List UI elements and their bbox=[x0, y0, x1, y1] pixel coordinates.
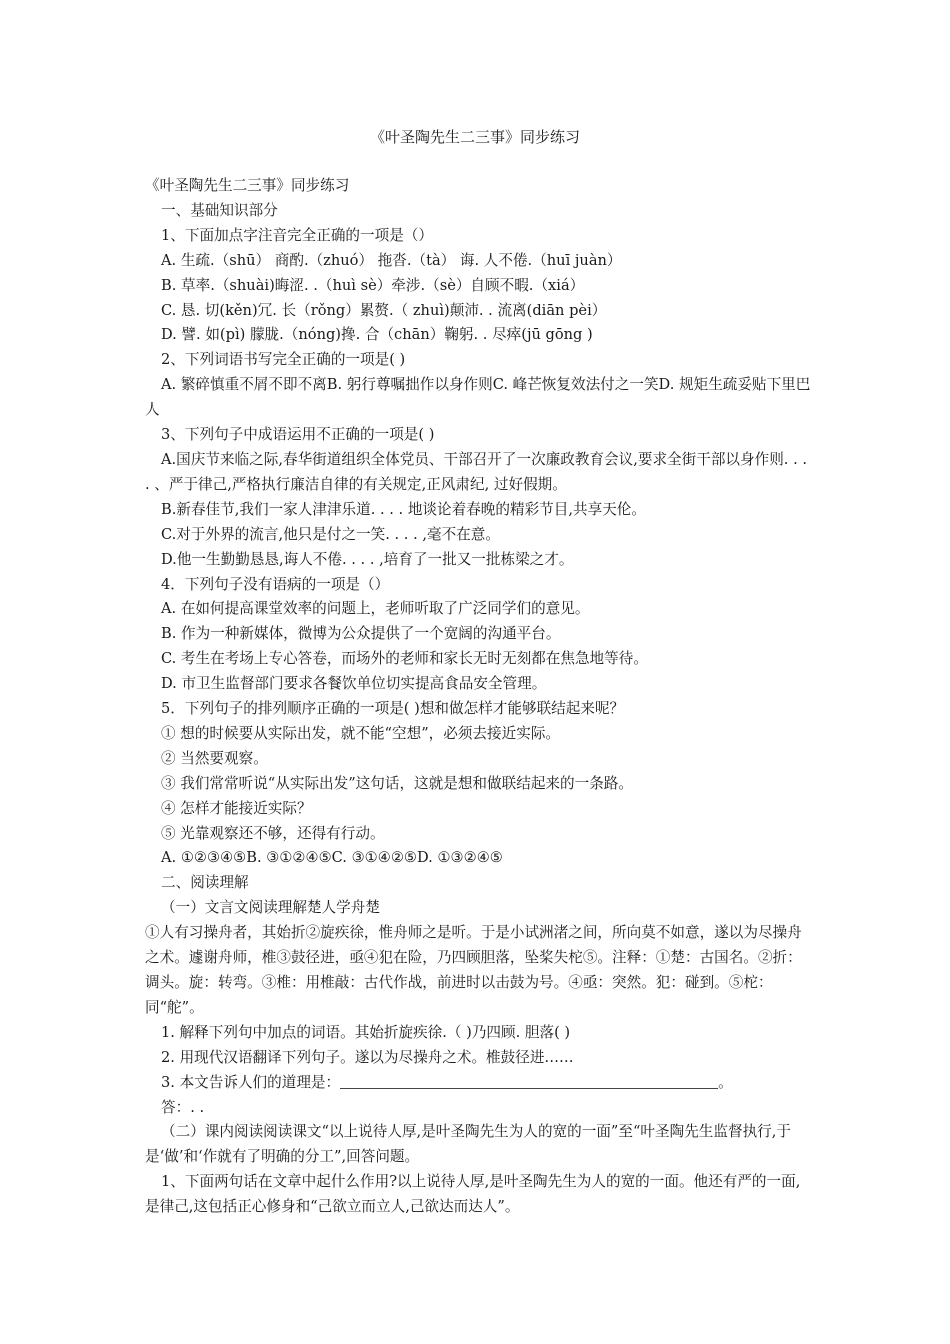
section-basics-heading: 一、基础知识部分 bbox=[161, 201, 278, 219]
reading-question-3-suffix: 。 bbox=[718, 1073, 733, 1091]
section-reading-heading: 二、阅读理解 bbox=[161, 874, 249, 892]
question-5-sentence-3: ③ 我们常常听说“从实际出发”这句话，这就是想和做联结起来的一条路。 bbox=[161, 774, 633, 792]
question-3-option-c: C.对于外界的流言,他只是付之一笑. . . . ,毫不在意。 bbox=[161, 525, 500, 543]
question-3-option-d: D.他一生勤勤恳恳,诲人不倦. . . . ,培育了一批又一批栋梁之才。 bbox=[161, 550, 574, 568]
question-5-sentence-4: ④ 怎样才能接近实际？ bbox=[161, 799, 312, 817]
question-3-option-b: B.新春佳节,我们一家人津津乐道. . . . 地谈论着春晚的精彩节目,共享天伦。 bbox=[161, 500, 646, 518]
question-1-stem: 1、下面加点字注音完全正确的一项是（） bbox=[161, 226, 433, 244]
question-4-stem: 4．下列句子没有语病的一项是（） bbox=[161, 575, 390, 593]
question-5-sentence-5: ⑤ 光靠观察还不够，还得有行动。 bbox=[161, 824, 385, 842]
classical-passage: ①人有习操舟者，其始折②旋疾徐，惟舟师之是听。于是小试洲渚之间，所向莫不如意，遂以为尽操舟之术。遽谢舟师，椎③鼓径进，亟④犯在险，乃四顾胆落，坠桨失柁⑤。注释：①楚：古国名。②折：调头。旋：转弯。③椎：用椎敲：古代作战，前进时以击鼓为号。④亟：突然。犯：碰到。⑤柁：同“舵”。 bbox=[145, 924, 802, 1016]
reading-part-2-question-1: 1、下面两句话在文章中起什么作用?以上说待人厚,是叶圣陶先生为人的宽的一面。他还有严的一面,是律己,这包括正心修身和“己欲立而立人,己欲达而达人”。 bbox=[145, 1173, 801, 1216]
question-3-option-a: A.国庆节来临之际,春华街道组织全体党员、干部召开了一次廉政教育会议,要求全街干部以身作则. . . . 、严于律己,严格执行廉洁自律的有关规定,正风肃纪, 过好假期。 bbox=[145, 450, 807, 493]
question-4-option-b: B. 作为一种新媒体，微博为公众提供了一个宽阔的沟通平台。 bbox=[161, 625, 561, 643]
question-5-options: A. ①②③④⑤B. ③①②④⑤C. ③①④②⑤D. ①③②④⑤ bbox=[161, 849, 503, 867]
reading-question-3-prefix: 3. 本文告诉人们的道理是： bbox=[161, 1073, 341, 1091]
question-1-option-c: C. 恳. 切(kěn)冗. 长（rǒng）累赘.（ zhuì)颠沛. . 流离(diān pèi） bbox=[161, 301, 607, 319]
reading-question-2: 2. 用现代汉语翻译下列句子。遂以为尽操舟之术。椎鼓径进…… bbox=[161, 1048, 574, 1066]
document-body bbox=[145, 174, 811, 1220]
question-5-sentence-1: ① 想的时候要从实际出发，就不能“空想”，必须去接近实际。 bbox=[161, 724, 561, 742]
reading-question-1: 1. 解释下列句中加点的词语。其始折旋疾徐.（ )乃四顾. 胆落( ) bbox=[161, 1023, 571, 1041]
question-4-option-c: C. 考生在考场上专心答卷，而场外的老师和家长无时无刻都在焦急地等待。 bbox=[161, 650, 648, 668]
document-title: 《叶圣陶先生二三事》同步练习 bbox=[369, 128, 580, 146]
question-5-sentence-2: ② 当然要观察。 bbox=[161, 749, 268, 767]
question-2-options: A. 繁碎慎重不屑不即不离B. 躬行尊嘱拙作以身作则C. 峰芒恢复效法付之一笑D. 规矩生疏妥贴下里巴人 bbox=[145, 376, 811, 419]
reading-part-1-title: （一）文言文阅读理解楚人学舟楚 bbox=[161, 899, 380, 917]
reading-part-2-title: （二）课内阅读阅读课文“以上说待人厚,是叶圣陶先生为人的宽的一面”至“叶圣陶先生监督执行,于是‘做’和‘作就有了明确的分工”,回答问题。 bbox=[145, 1123, 792, 1166]
answer-blank-line[interactable] bbox=[340, 1073, 718, 1089]
question-2-stem: 2、下列词语书写完全正确的一项是( ) bbox=[161, 351, 406, 369]
answer-label: 答：. . bbox=[161, 1098, 205, 1116]
question-3-stem: 3、下列句子中成语运用不正确的一项是( ) bbox=[161, 426, 435, 444]
question-1-option-d: D. 譬. 如(pì) 朦胧.（nóng)搀. 合（chān）鞠躬. . 尽瘁(jū gōng ) bbox=[161, 326, 593, 344]
reading-question-3 bbox=[145, 1071, 811, 1096]
question-4-option-a: A. 在如何提高课堂效率的问题上，老师听取了广泛同学们的意见。 bbox=[161, 600, 590, 618]
question-5-stem: 5．下列句子的排列顺序正确的一项是( )想和做怎样才能够联结起来呢？ bbox=[161, 700, 625, 718]
question-1-option-a: A. 生疏.（shū） 商酌.（zhuó） 拖沓.（tà） 诲. 人不倦.（huī juàn） bbox=[161, 251, 622, 269]
question-4-option-d: D. 市卫生监督部门要求各餐饮单位切实提高食品安全管理。 bbox=[161, 675, 547, 693]
question-1-option-b: B. 草率.（shuài)晦涩. .（huì sè）牵涉.（sè）自顾不暇.（xiá） bbox=[161, 276, 585, 294]
worksheet-heading: 《叶圣陶先生二三事》同步练习 bbox=[145, 177, 350, 194]
